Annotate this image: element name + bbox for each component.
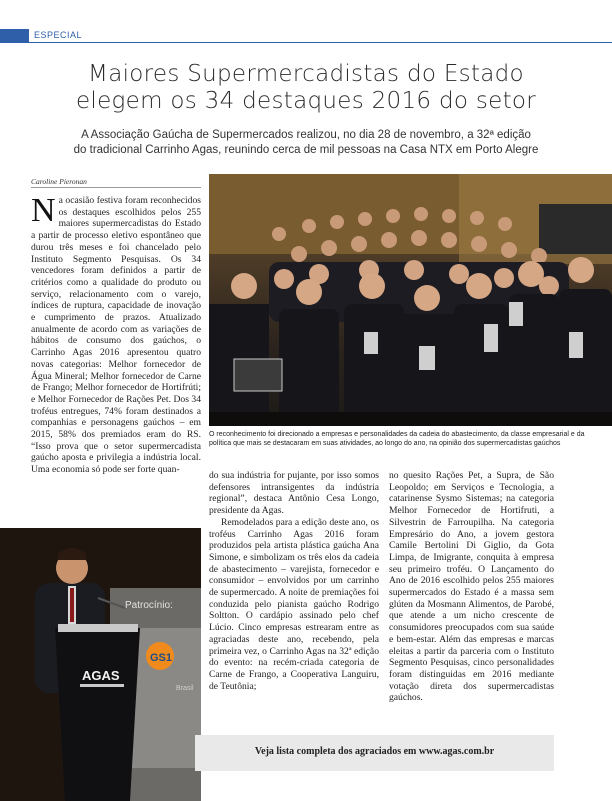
subtitle-line-2: do tradicional Carrinho Agas, reunindo cerca de mil pessoas na Casa NTX em Porto Alegre bbox=[73, 144, 539, 156]
subtitle bbox=[20, 128, 592, 158]
speaker-photo-illustration bbox=[0, 528, 201, 801]
footer-link-text[interactable]: Veja lista completa dos agraciados em www.agas.com.br bbox=[254, 746, 495, 757]
article-column-3 bbox=[389, 470, 554, 720]
footer-callout bbox=[195, 735, 554, 771]
award-group-photo bbox=[209, 174, 612, 426]
drop-cap: N bbox=[31, 195, 56, 229]
speaker-photo bbox=[0, 528, 201, 801]
article-column-1 bbox=[31, 195, 201, 520]
award-group-photo-illustration bbox=[209, 174, 612, 426]
sponsor-country: Brasil bbox=[176, 685, 194, 692]
subtitle-line-1: A Associação Gaúcha de Supermercados realizou, no dia 28 de novembro, a 32ª edição bbox=[81, 129, 531, 141]
byline-rule bbox=[31, 187, 201, 188]
section-rule bbox=[0, 42, 612, 43]
section-label: ESPECIAL bbox=[34, 30, 83, 40]
sponsor-logo: GS1 bbox=[150, 652, 173, 664]
photo-caption: O reconhecimento foi direcionado a empresas e personalidades da cadeia do abastecimento, da classe empresarial e da política que mais se destacaram em suas atividades, ao longo do ano, na opinião dos supermercadistas gaúchos bbox=[209, 431, 585, 448]
sponsor-label: Patrocínio: bbox=[125, 600, 173, 611]
column-2-paragraph-1: do sua indústria for pujante, por isso somos defensores intransigentes da indústria regional”, destaca Antônio Cesa Longo, presidente da Agas. bbox=[209, 470, 379, 517]
column-3-paragraph: no quesito Rações Pet, a Supra, de São Leopoldo; em Serviços e Tecnologia, a catarinense Sysmo Sistemas; na categoria Melhor Fornecedor de Hortifruti, a Silvestrin de Farroupilha. Na categoria Empresário do Ano, a jovem gestora Camile Bertolini Di Giglio, da Gota Limpa, de Imigrante, conquita à empresa seu primeiro troféu. O Lançamento do Ano de 2016 escolhido pelos 255 maiores supermercados do Estado é a massa sem glúten da Mosmann Alimentos, de Parobé, que atende a um nicho crescente de consumidores preocupados com sua saúde e bem-estar. Além das empresas e marcas eleitas a partir da parceria com o Instituto Segmento Pesquisas, cinco personalidades foram distinguidas em 2016 mediante votação direta dos supermercadistas gaúchos. bbox=[389, 470, 554, 704]
title-line-2: elegem os 34 destaques 2016 do setor bbox=[75, 88, 537, 114]
podium-logo: AGAS bbox=[82, 668, 120, 683]
section-color-bar bbox=[0, 29, 29, 42]
author-byline: Caroline Pieronan bbox=[31, 177, 87, 186]
title-line-1: Maiores Supermercadistas do Estado bbox=[88, 61, 524, 87]
column-1-text: a ocasião festiva foram reconhecidos os destaques escolhidos pelos 255 maiores supermercadistas do Estado a partir de processo eletivo espontâneo que durou três meses e foi chancelado pelo Instituto Segmento Pesquisas. Os 34 vencedores foram definidos a partir de critérios como a qualidade do produto ou serviço, relacionamento com o varejo, índices de ruptura, capacidade de inovação e cumprimento de prazos. Atualizado anualmente de acordo com as variações de hábitos de consumo dos gaúchos, o Carrinho Agas 2016 apresentou quatro novas categorias: Melhor fornecedor de Água Mineral; Melhor fornecedor de Carne de Frango; Melhor fornecedor de Hortifrúti; e Melhor Fornecedor de Rações Pet. Dos 34 troféus entregues, 74% foram destinados a companhias e personagens gaúchos – em 2015, 58% dos premiados eram do RS. “Isso prova que o setor supermercadista gaúcho aposta e privilegia a indústria local. Uma economia só pode ser forte quan- bbox=[31, 195, 201, 476]
column-2-paragraph-2: Remodelados para a edição deste ano, os troféus Carrinho Agas 2016 foram produzidos pela artista plástica gaúcha Ana Simone, e simbolizam os três elos da cadeia de abastecimento – varejista, fornecedor e consumidor – envolvidos por um carrinho de supermercado. A noite de premiações foi conduzida pelo pianista gaúcho Rodrigo Soltton. O cardápio assinado pelo chef Lúcio. Cinco empresas estrearam entre as agraciadas deste ano, recebendo, pela primeira vez, o Carrinho Agas na 32ª edição do evento: na recém-criada categoria de Carne de Frango, a Cooperativa Languiru, de Teutônia; bbox=[209, 516, 379, 692]
page-title bbox=[0, 61, 612, 115]
article-column-2 bbox=[209, 470, 379, 720]
